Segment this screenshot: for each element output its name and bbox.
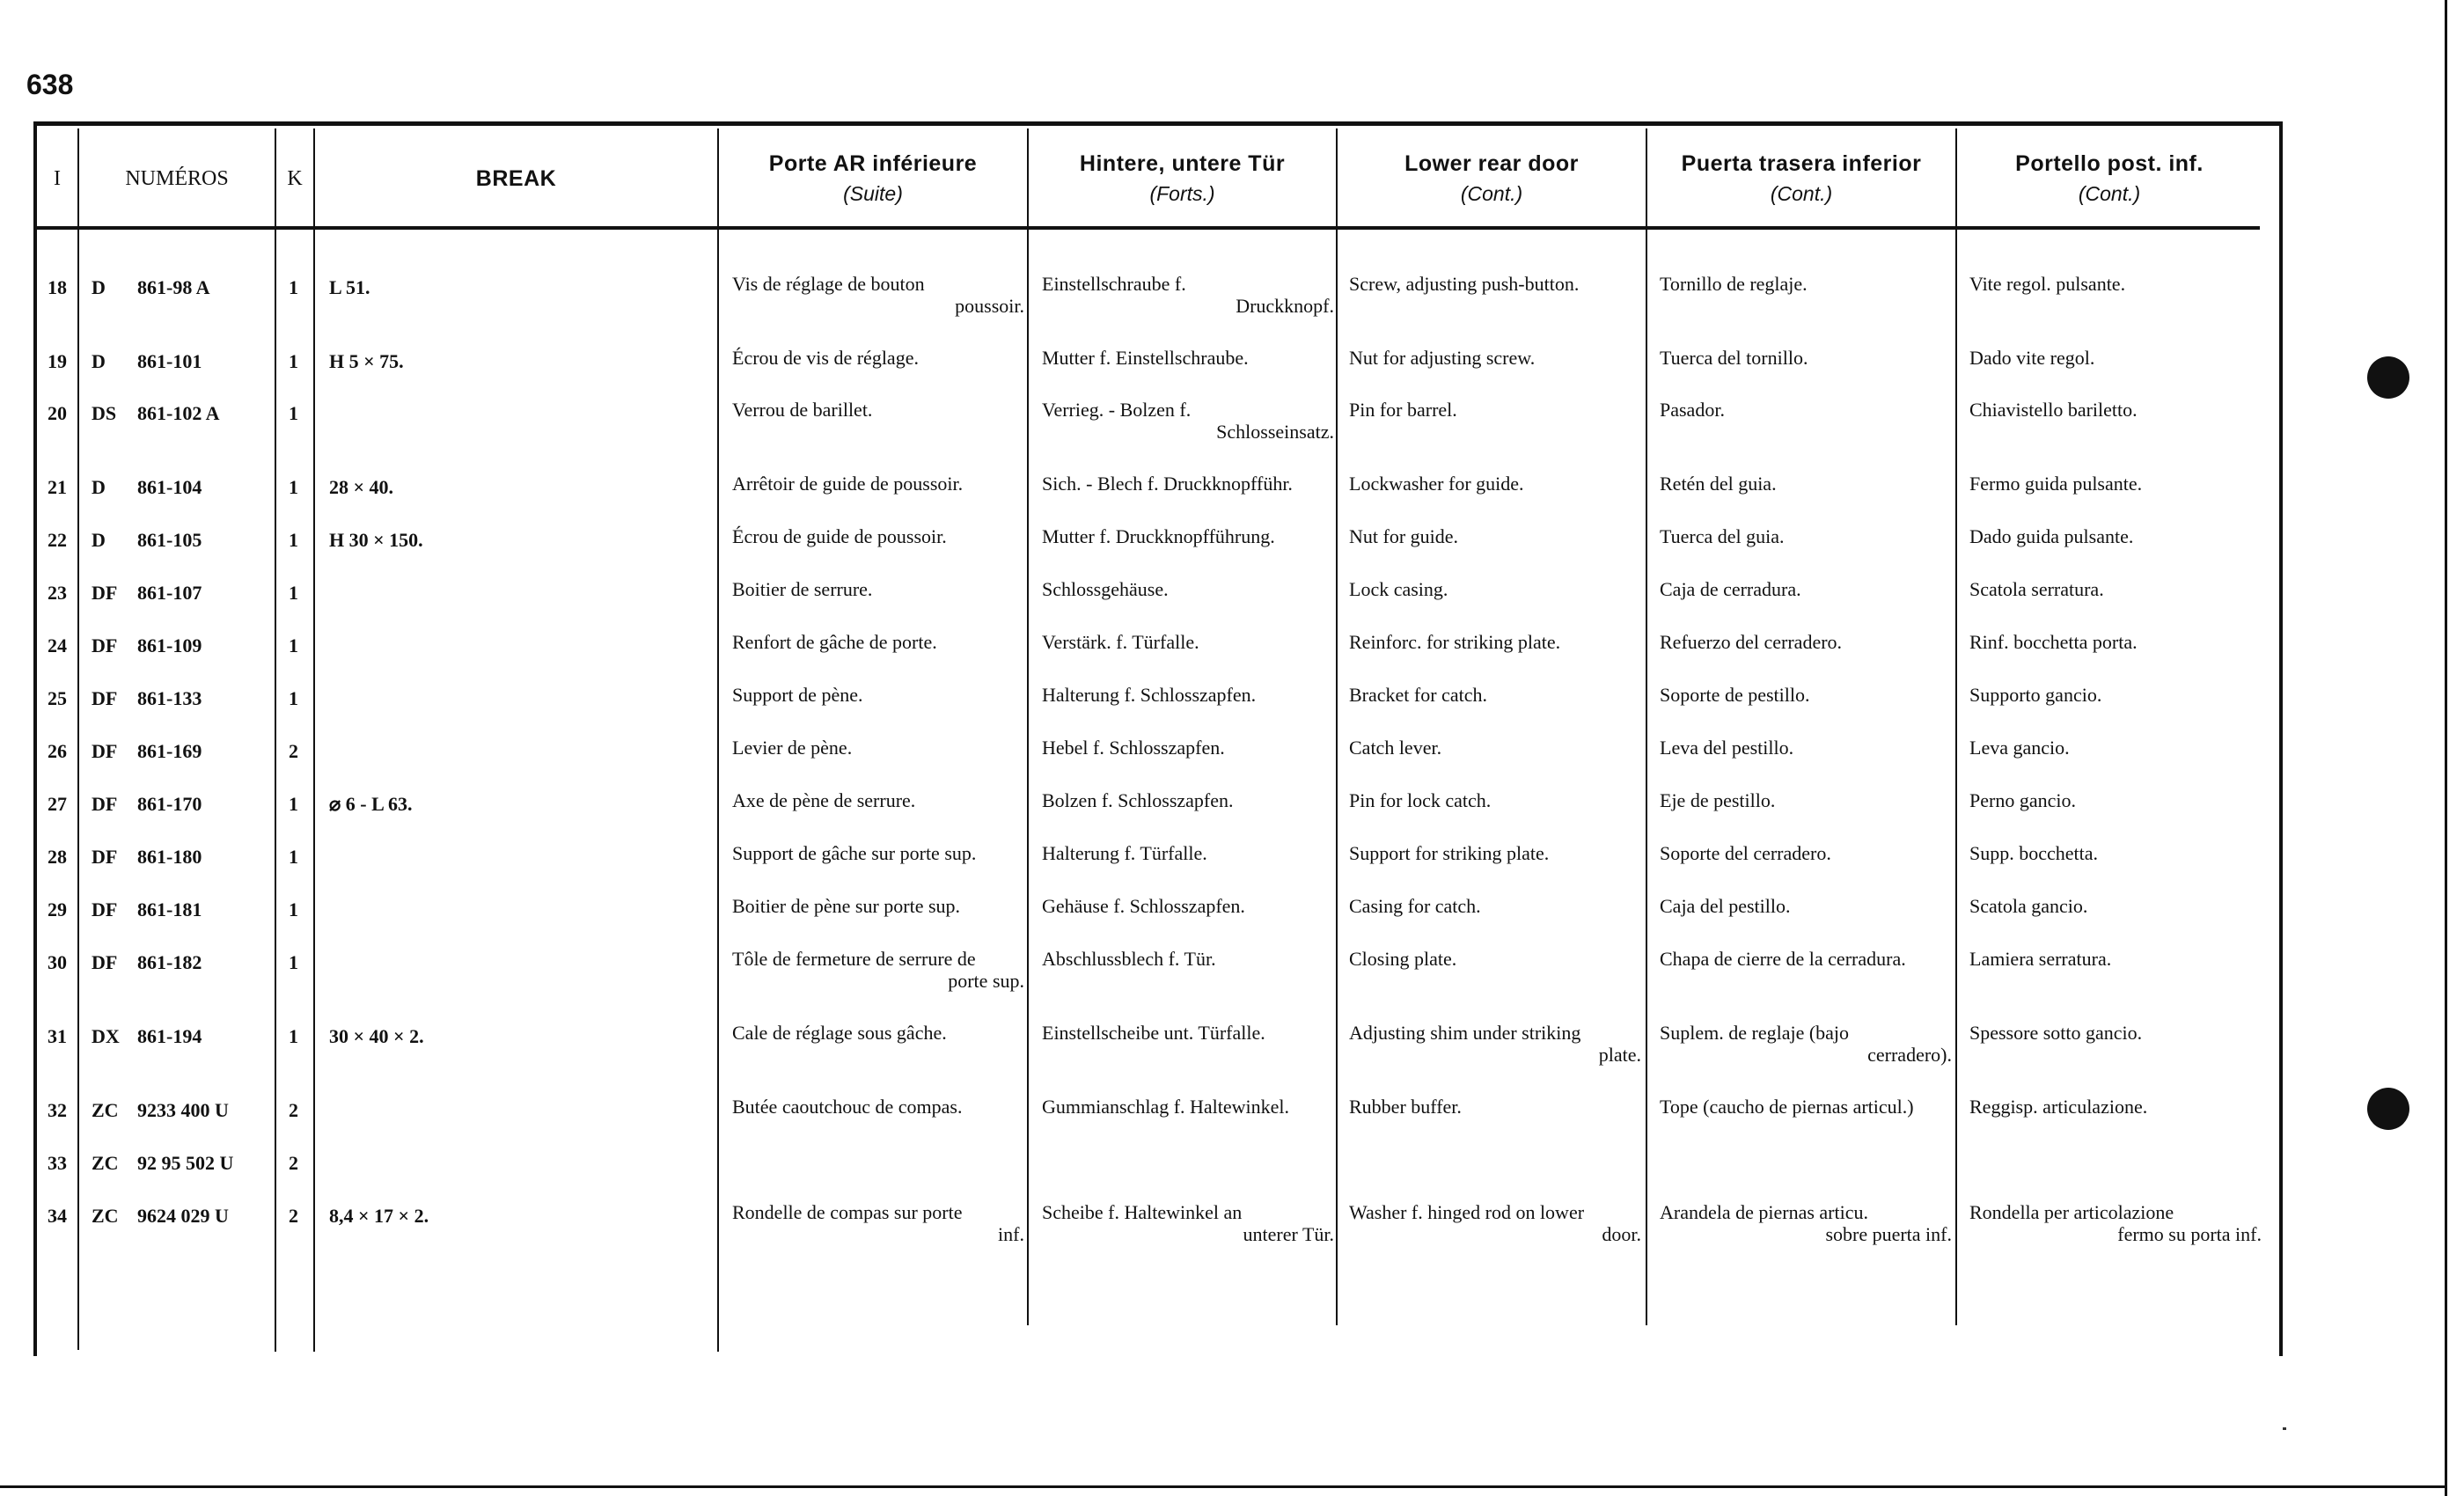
desc-es: [1660, 895, 1952, 917]
desc-line-continued: Schlosseinsatz.: [1216, 421, 1334, 443]
speck: [2283, 1427, 2286, 1430]
quantity-k: 1: [289, 350, 298, 372]
header-k: K: [287, 166, 303, 190]
desc-it: [1969, 1022, 2262, 1044]
desc-line: Lockwasher for guide.: [1349, 473, 1524, 495]
desc-it: [1969, 525, 2262, 547]
desc-de: [1042, 525, 1334, 547]
desc-line: Halterung f. Türfalle.: [1042, 842, 1207, 864]
spec: 28 × 40.: [329, 476, 394, 498]
quantity-k: 2: [289, 1099, 298, 1121]
desc-it: [1969, 1201, 2262, 1245]
desc-line: Retén del guia.: [1660, 473, 1777, 495]
desc-fr: [732, 631, 1024, 653]
header-german: Hintere, untere Tür (Forts.): [1079, 151, 1286, 205]
part-prefix: DS: [92, 402, 117, 424]
desc-line: Dado vite regol.: [1969, 347, 2095, 369]
desc-es: [1660, 684, 1952, 706]
desc-en: [1349, 473, 1641, 495]
desc-line: Rubber buffer.: [1349, 1096, 1462, 1118]
desc-it: [1969, 273, 2262, 295]
desc-en: [1349, 684, 1641, 706]
desc-line: Tornillo de reglaje.: [1660, 273, 1808, 295]
header-spanish: Puerta trasera inferior (Cont.): [1681, 151, 1922, 205]
desc-fr: [732, 684, 1024, 706]
desc-de: [1042, 347, 1334, 369]
quantity-k: 1: [289, 793, 298, 815]
part-prefix: DF: [92, 846, 118, 868]
desc-line: Soporte del cerradero.: [1660, 842, 1831, 864]
desc-line: Pin for lock catch.: [1349, 789, 1492, 811]
row-index: 19: [48, 350, 67, 372]
desc-line: Boitier de pène sur porte sup.: [732, 895, 961, 917]
desc-line: Support de pène.: [732, 684, 863, 706]
header-index: I: [54, 166, 61, 190]
desc-de: [1042, 737, 1334, 759]
desc-it: [1969, 789, 2262, 811]
desc-es: [1660, 631, 1952, 653]
quantity-k: 1: [289, 276, 298, 298]
desc-line-continued: cerradero).: [1867, 1044, 1952, 1066]
desc-line: Halterung f. Schlosszapfen.: [1042, 684, 1257, 706]
desc-es: [1660, 1201, 1952, 1245]
desc-line: Perno gancio.: [1969, 789, 2076, 811]
desc-de: [1042, 399, 1334, 443]
desc-en: [1349, 1022, 1641, 1066]
part-number: 861-102 A: [137, 402, 220, 424]
spec: ⌀ 6 - L 63.: [329, 793, 413, 815]
desc-en: [1349, 347, 1641, 369]
desc-line: Einstellscheibe unt. Türfalle.: [1042, 1022, 1265, 1044]
desc-line: Tôle de fermeture de serrure de: [732, 948, 976, 970]
desc-line-continued: door.: [1602, 1223, 1641, 1245]
bottom-rule: [0, 1485, 2446, 1488]
desc-line: Suplem. de reglaje (bajo: [1660, 1022, 1850, 1044]
row-index: 18: [48, 276, 67, 298]
desc-line-continued: Druckknopf.: [1236, 295, 1334, 317]
part-prefix: DF: [92, 634, 118, 656]
row-index: 27: [48, 793, 67, 815]
desc-en: [1349, 631, 1641, 653]
part-number: 861-101: [137, 350, 202, 372]
desc-line: Lock casing.: [1349, 578, 1448, 600]
desc-line: Eje de pestillo.: [1660, 789, 1776, 811]
quantity-k: 1: [289, 476, 298, 498]
desc-fr: [732, 789, 1024, 811]
desc-line: Scheibe f. Haltewinkel an: [1042, 1201, 1243, 1223]
desc-line: Verrieg. - Bolzen f.: [1042, 399, 1192, 421]
desc-line: Vite regol. pulsante.: [1969, 273, 2126, 295]
desc-line: Verrou de barillet.: [732, 399, 873, 421]
desc-en: [1349, 895, 1641, 917]
page-number: 638: [26, 69, 74, 100]
quantity-k: 2: [289, 1205, 298, 1227]
desc-line: Caja del pestillo.: [1660, 895, 1791, 917]
desc-de: [1042, 1201, 1334, 1245]
part-number: 861-182: [137, 951, 202, 973]
part-prefix: DF: [92, 898, 118, 920]
desc-line: Soporte de pestillo.: [1660, 684, 1810, 706]
desc-fr: [732, 525, 1024, 547]
desc-line: Support de gâche sur porte sup.: [732, 842, 977, 864]
part-number: 9233 400 U: [137, 1099, 229, 1121]
desc-line: Butée caoutchouc de compas.: [732, 1096, 963, 1118]
row-index: 26: [48, 740, 67, 762]
quantity-k: 1: [289, 402, 298, 424]
part-prefix: ZC: [92, 1205, 119, 1227]
desc-en: [1349, 1096, 1641, 1118]
desc-line: Rondella per articolazione: [1969, 1201, 2174, 1223]
quantity-k: 1: [289, 687, 298, 709]
desc-es: [1660, 789, 1952, 811]
row-index: 34: [48, 1205, 67, 1227]
desc-fr: [732, 1201, 1024, 1245]
part-number: 861-180: [137, 846, 202, 868]
desc-line: Leva gancio.: [1969, 737, 2070, 759]
quantity-k: 2: [289, 740, 298, 762]
desc-line: Adjusting shim under striking: [1349, 1022, 1581, 1044]
desc-fr: [732, 948, 1024, 992]
desc-line: Chapa de cierre de la cerradura.: [1660, 948, 1906, 970]
spec: H 30 × 150.: [329, 529, 423, 551]
desc-fr: [732, 473, 1024, 495]
spec: 30 × 40 × 2.: [329, 1025, 424, 1047]
part-prefix: DF: [92, 951, 118, 973]
desc-line: Einstellschraube f.: [1042, 273, 1186, 295]
desc-en: [1349, 273, 1641, 295]
spec: H 5 × 75.: [329, 350, 404, 372]
part-number: 861-170: [137, 793, 202, 815]
desc-line: Sich. - Blech f. Druckknopfführ.: [1042, 473, 1293, 495]
desc-es: [1660, 1022, 1952, 1066]
desc-es: [1660, 273, 1952, 295]
header-break: BREAK: [475, 165, 557, 191]
desc-line: Reggisp. articulazione.: [1969, 1096, 2148, 1118]
part-prefix: D: [92, 529, 106, 551]
desc-line-continued: unterer Tür.: [1243, 1223, 1334, 1245]
desc-line: Boitier de serrure.: [732, 578, 873, 600]
desc-es: [1660, 948, 1952, 970]
part-prefix: D: [92, 350, 106, 372]
part-number: 861-181: [137, 898, 202, 920]
desc-en: [1349, 1201, 1641, 1245]
part-number: 861-133: [137, 687, 202, 709]
desc-line: Pin for barrel.: [1349, 399, 1457, 421]
header-english: Lower rear door (Cont.): [1404, 151, 1579, 205]
desc-es: [1660, 737, 1952, 759]
desc-it: [1969, 347, 2262, 369]
desc-de: [1042, 1022, 1334, 1044]
spec: 8,4 × 17 × 2.: [329, 1205, 429, 1227]
margin-dot: [2367, 1088, 2409, 1130]
row-index: 30: [48, 951, 67, 973]
page-edge: [2445, 0, 2447, 1496]
desc-de: [1042, 473, 1334, 495]
desc-es: [1660, 347, 1952, 369]
part-number: 9624 029 U: [137, 1205, 229, 1227]
desc-line-continued: sobre puerta inf.: [1825, 1223, 1952, 1245]
desc-line: Supporto gancio.: [1969, 684, 2102, 706]
desc-line: Leva del pestillo.: [1660, 737, 1794, 759]
desc-line-continued: inf.: [998, 1223, 1024, 1245]
desc-line: Vis de réglage de bouton: [732, 273, 925, 295]
header-italian: Portello post. inf. (Cont.): [2015, 151, 2204, 205]
desc-line-continued: poussoir.: [955, 295, 1024, 317]
desc-line-continued: fermo su porta inf.: [2117, 1223, 2262, 1245]
desc-line: Catch lever.: [1349, 737, 1442, 759]
row-index: 29: [48, 898, 67, 920]
desc-de: [1042, 842, 1334, 864]
desc-line: Axe de pène de serrure.: [732, 789, 916, 811]
row-index: 31: [48, 1025, 67, 1047]
desc-it: [1969, 399, 2262, 421]
desc-fr: [732, 737, 1024, 759]
part-number: 861-109: [137, 634, 202, 656]
desc-es: [1660, 578, 1952, 600]
desc-line: Bracket for catch.: [1349, 684, 1487, 706]
row-index: 32: [48, 1099, 67, 1121]
desc-fr: [732, 895, 1024, 917]
desc-line: Casing for catch.: [1349, 895, 1481, 917]
desc-line: Levier de pène.: [732, 737, 853, 759]
desc-line: Schlossgehäuse.: [1042, 578, 1169, 600]
quantity-k: 1: [289, 634, 298, 656]
desc-line: Supp. bocchetta.: [1969, 842, 2099, 864]
desc-en: [1349, 842, 1641, 864]
desc-line: Hebel f. Schlosszapfen.: [1042, 737, 1225, 759]
row-index: 24: [48, 634, 67, 656]
desc-line: Cale de réglage sous gâche.: [732, 1022, 947, 1044]
desc-it: [1969, 473, 2262, 495]
part-number: 861-105: [137, 529, 202, 551]
part-prefix: DF: [92, 740, 118, 762]
desc-es: [1660, 1096, 1952, 1118]
desc-fr: [732, 1096, 1024, 1118]
desc-es: [1660, 473, 1952, 495]
desc-line: Nut for adjusting screw.: [1349, 347, 1536, 369]
desc-line: Gehäuse f. Schlosszapfen.: [1042, 895, 1245, 917]
quantity-k: 1: [289, 951, 298, 973]
desc-de: [1042, 895, 1334, 917]
part-prefix: DF: [92, 687, 118, 709]
desc-de: [1042, 631, 1334, 653]
desc-de: [1042, 273, 1334, 317]
spec: L 51.: [329, 276, 370, 298]
margin-dot: [2367, 356, 2409, 399]
desc-line: Arrêtoir de guide de poussoir.: [732, 473, 964, 495]
desc-line: Support for striking plate.: [1349, 842, 1550, 864]
row-index: 33: [48, 1152, 67, 1174]
desc-line: Scatola gancio.: [1969, 895, 2088, 917]
desc-line: Chiavistello bariletto.: [1969, 399, 2138, 421]
desc-line: Reinforc. for striking plate.: [1349, 631, 1561, 653]
desc-line-continued: plate.: [1598, 1044, 1641, 1066]
desc-it: [1969, 737, 2262, 759]
desc-es: [1660, 525, 1952, 547]
desc-it: [1969, 1096, 2262, 1118]
row-index: 21: [48, 476, 67, 498]
quantity-k: 1: [289, 529, 298, 551]
part-number: 861-169: [137, 740, 202, 762]
quantity-k: 1: [289, 846, 298, 868]
desc-line: Mutter f. Einstellschraube.: [1042, 347, 1249, 369]
desc-line: Nut for guide.: [1349, 525, 1459, 547]
desc-en: [1349, 399, 1641, 421]
desc-line: Tope (caucho de piernas articul.): [1660, 1096, 1914, 1118]
desc-line: Rinf. bocchetta porta.: [1969, 631, 2138, 653]
desc-en: [1349, 948, 1641, 970]
desc-es: [1660, 842, 1952, 864]
part-number: 861-98 A: [137, 276, 210, 298]
desc-en: [1349, 789, 1641, 811]
desc-line-continued: porte sup.: [948, 970, 1024, 992]
header-numeros: NUMÉROS: [125, 166, 229, 190]
part-number: 861-104: [137, 476, 202, 498]
quantity-k: 1: [289, 898, 298, 920]
desc-line: Screw, adjusting push-button.: [1349, 273, 1580, 295]
part-number: 861-107: [137, 582, 202, 604]
desc-line: Washer f. hinged rod on lower: [1349, 1201, 1585, 1223]
desc-de: [1042, 578, 1334, 600]
desc-line: Écrou de guide de poussoir.: [732, 525, 947, 547]
desc-line: Gummianschlag f. Haltewinkel.: [1042, 1096, 1290, 1118]
desc-es: [1660, 399, 1952, 421]
desc-en: [1349, 737, 1641, 759]
row-index: 20: [48, 402, 67, 424]
desc-fr: [732, 399, 1024, 421]
part-prefix: DF: [92, 793, 118, 815]
part-number: 92 95 502 U: [137, 1152, 234, 1174]
desc-it: [1969, 684, 2262, 706]
quantity-k: 1: [289, 582, 298, 604]
row-index: 23: [48, 582, 67, 604]
desc-de: [1042, 1096, 1334, 1118]
part-prefix: ZC: [92, 1099, 119, 1121]
desc-it: [1969, 631, 2262, 653]
desc-fr: [732, 842, 1024, 864]
desc-en: [1349, 525, 1641, 547]
part-prefix: D: [92, 476, 106, 498]
desc-fr: [732, 578, 1024, 600]
desc-line: Lamiera serratura.: [1969, 948, 2112, 970]
row-index: 28: [48, 846, 67, 868]
desc-line: Scatola serratura.: [1969, 578, 2104, 600]
desc-line: Mutter f. Druckknopfführung.: [1042, 525, 1275, 547]
desc-line: Renfort de gâche de porte.: [732, 631, 937, 653]
desc-it: [1969, 895, 2262, 917]
quantity-k: 2: [289, 1152, 298, 1174]
desc-line: Tuerca del guia.: [1660, 525, 1785, 547]
part-number: 861-194: [137, 1025, 202, 1047]
desc-it: [1969, 948, 2262, 970]
part-prefix: ZC: [92, 1152, 119, 1174]
desc-line: Tuerca del tornillo.: [1660, 347, 1808, 369]
desc-line: Écrou de vis de réglage.: [732, 347, 919, 369]
row-index: 25: [48, 687, 67, 709]
desc-fr: [732, 347, 1024, 369]
desc-de: [1042, 684, 1334, 706]
desc-de: [1042, 789, 1334, 811]
header-french: Porte AR inférieure (Suite): [768, 151, 978, 205]
row-index: 22: [48, 529, 67, 551]
desc-it: [1969, 578, 2262, 600]
part-prefix: D: [92, 276, 106, 298]
desc-line: Bolzen f. Schlosszapfen.: [1042, 789, 1234, 811]
desc-line: Dado guida pulsante.: [1969, 525, 2134, 547]
desc-line: Verstärk. f. Türfalle.: [1042, 631, 1199, 653]
quantity-k: 1: [289, 1025, 298, 1047]
desc-line: Abschlussblech f. Tür.: [1042, 948, 1216, 970]
desc-line: Closing plate.: [1349, 948, 1457, 970]
desc-line: Caja de cerradura.: [1660, 578, 1801, 600]
desc-line: Refuerzo del cerradero.: [1660, 631, 1843, 653]
part-prefix: DF: [92, 582, 118, 604]
desc-fr: [732, 1022, 1024, 1044]
desc-it: [1969, 842, 2262, 864]
desc-line: Arandela de piernas articu.: [1660, 1201, 1868, 1223]
desc-de: [1042, 948, 1334, 970]
desc-en: [1349, 578, 1641, 600]
desc-line: Rondelle de compas sur porte: [732, 1201, 963, 1223]
desc-line: Spessore sotto gancio.: [1969, 1022, 2143, 1044]
desc-fr: [732, 273, 1024, 317]
desc-line: Pasador.: [1660, 399, 1725, 421]
part-prefix: DX: [92, 1025, 120, 1047]
desc-line: Fermo guida pulsante.: [1969, 473, 2143, 495]
